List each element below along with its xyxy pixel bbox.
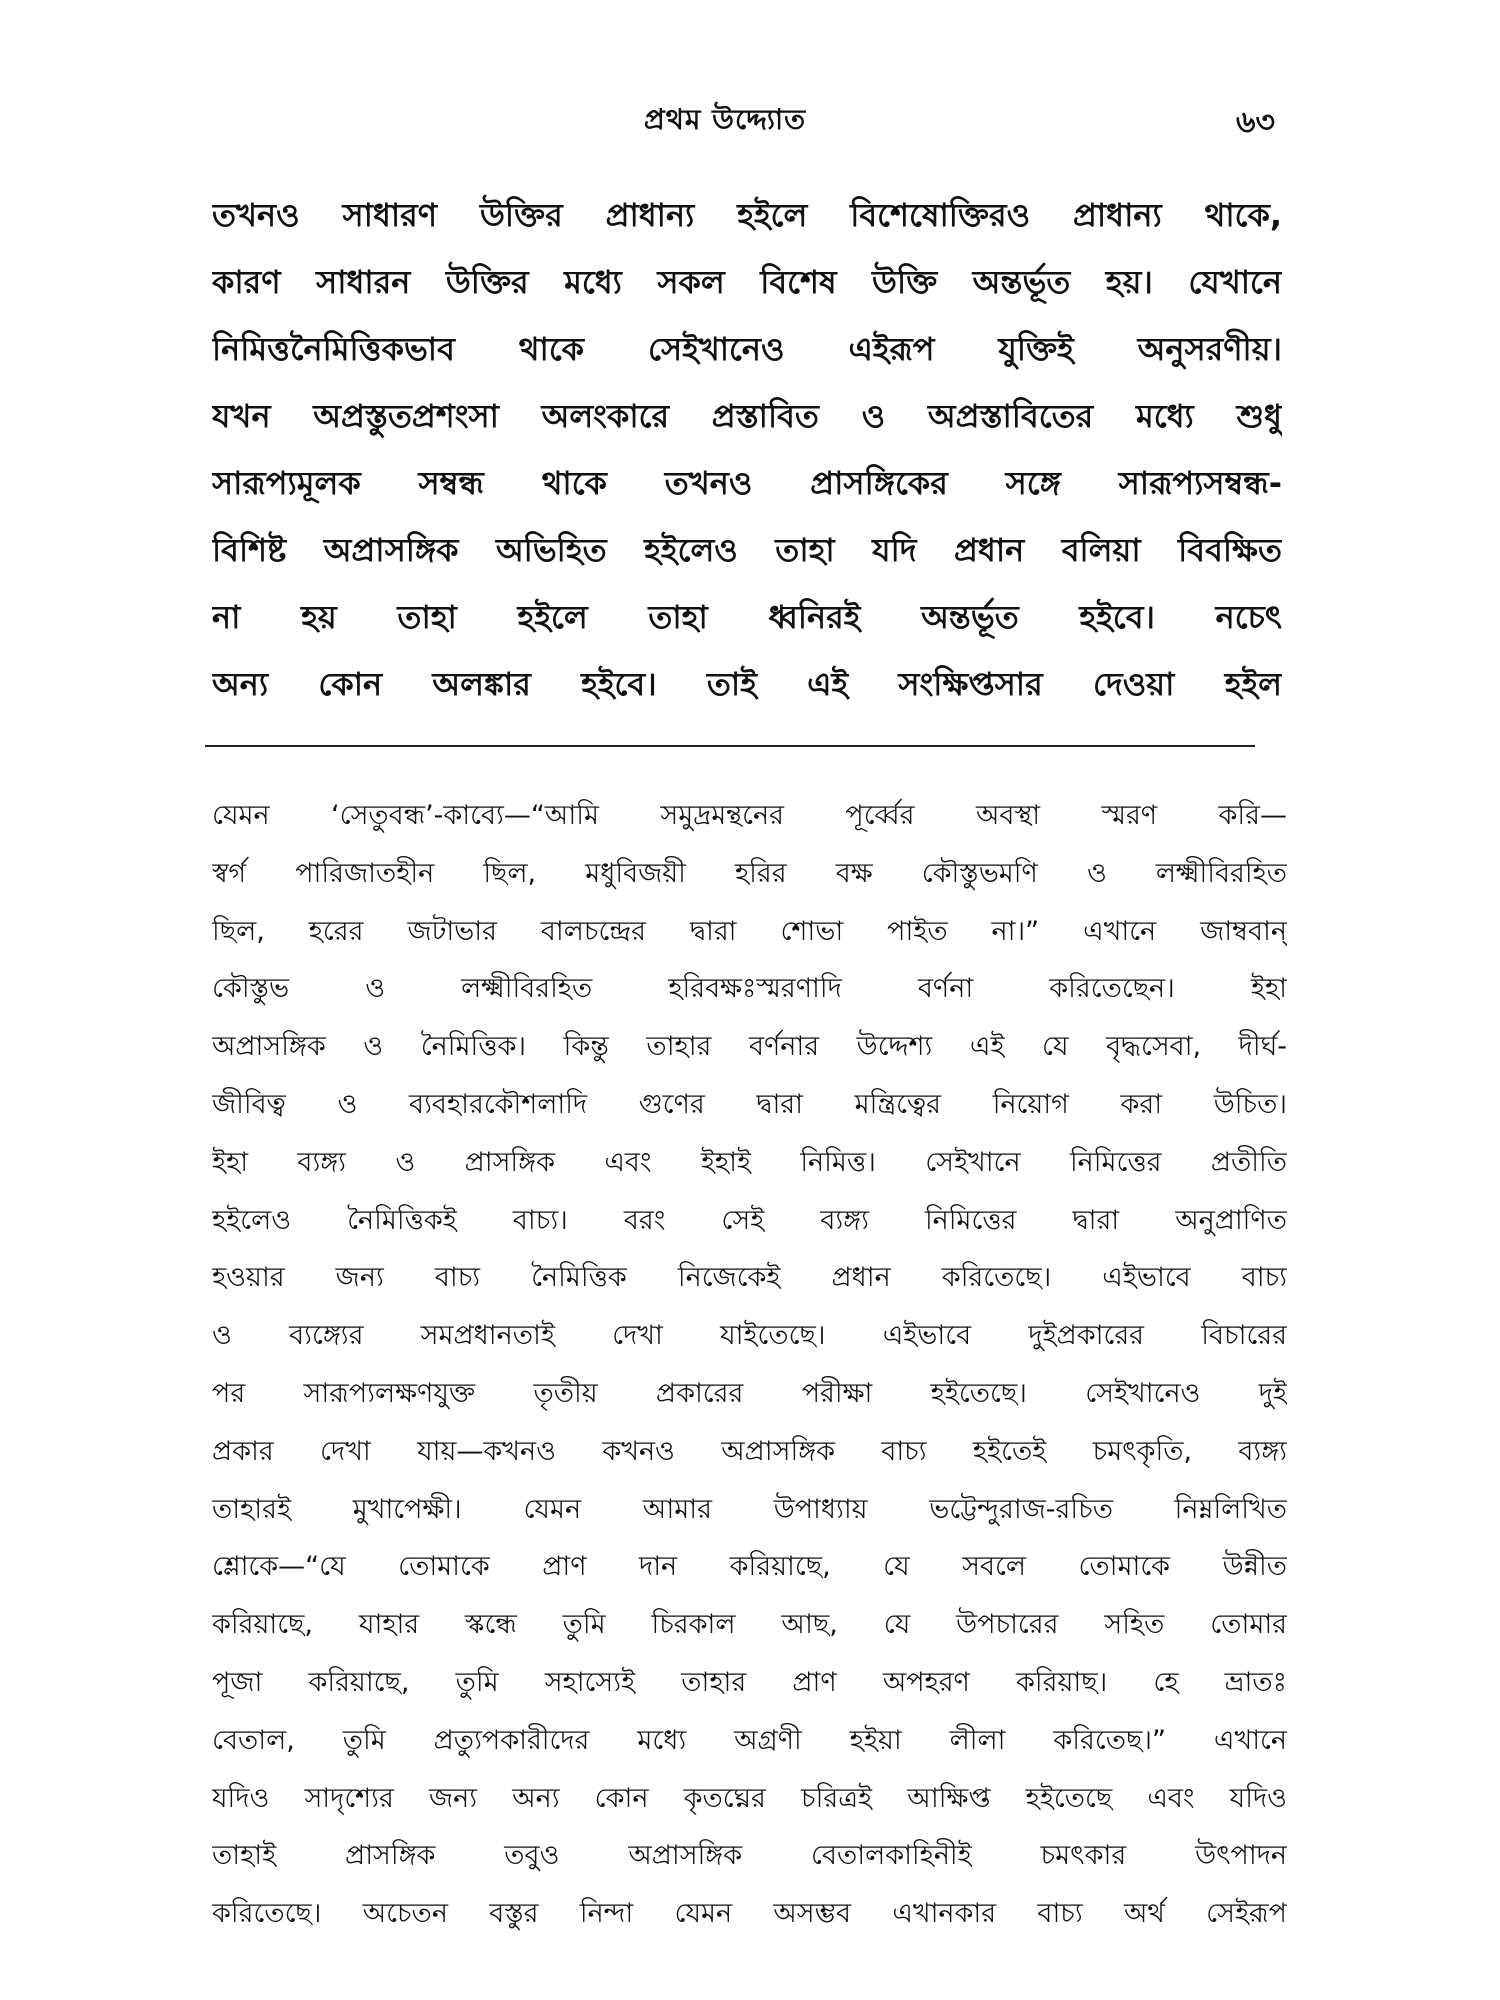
- main-text-line: তখনও সাধারণ উক্তির প্রাধান্য হইলে বিশেষোক্তিরও প্রাধান্য থাকে,: [212, 196, 1282, 234]
- footnote-text-line: অপ্রাসঙ্গিক ও নৈমিত্তিক। কিন্তু তাহার বর্ণনার উদ্দেশ্য এই যে বৃদ্ধসেবা, দীর্ঘ-: [212, 1031, 1287, 1063]
- footnote-text-line: যদিও সাদৃশ্যের জন্য অন্য কোন কৃতঘ্নের চরিত্রই আক্ষিপ্ত হইতেছে এবং যদিও: [212, 1782, 1287, 1814]
- footnote-text-line: তাহাই প্রাসঙ্গিক তবুও অপ্রাসঙ্গিক বেতালকাহিনীই চমৎকার উৎপাদন: [212, 1840, 1287, 1872]
- main-text-line: সারূপ্যমূলক সম্বন্ধ থাকে তখনও প্রাসঙ্গিকের সঙ্গে সারূপ্যসম্বন্ধ-: [212, 464, 1282, 502]
- footnote-text-block: [212, 787, 1287, 1943]
- footnote-text-line: করিয়াছে, যাহার স্কন্ধে তুমি চিরকাল আছ, যে উপচারের সহিত তোমার: [212, 1609, 1287, 1641]
- main-text-block: [212, 182, 1282, 718]
- footnote-text-line: ইহা ব্যঙ্গ্য ও প্রাসঙ্গিক এবং ইহাই নিমিত্ত। সেইখানে নিমিত্তের প্রতীতি: [212, 1146, 1287, 1178]
- footnote-text-line: বেতাল, তুমি প্রত্যুপকারীদের মধ্যে অগ্রণী হইয়া লীলা করিতেছ।” এখানে: [212, 1724, 1287, 1756]
- main-text-line: যখন অপ্রস্তুতপ্রশংসা অলংকারে প্রস্তাবিত ও অপ্রস্তাবিতের মধ্যে শুধু: [212, 397, 1282, 435]
- page-number: ৬৩: [1235, 105, 1275, 140]
- main-text-line: অন্য কোন অলঙ্কার হইবে। তাই এই সংক্ষিপ্তসার দেওয়া হইল: [212, 665, 1282, 703]
- main-text-line: বিশিষ্ট অপ্রাসঙ্গিক অভিহিত হইলেও তাহা যদি প্রধান বলিয়া বিবক্ষিত: [212, 531, 1282, 569]
- footnote-text-line: জীবিত্ব ও ব্যবহারকৌশলাদি গুণের দ্বারা মন্ত্রিত্বের নিয়োগ করা উচিত।: [212, 1088, 1287, 1120]
- main-text-line: কারণ সাধারন উক্তির মধ্যে সকল বিশেষ উক্তি অন্তর্ভূত হয়। যেখানে: [212, 263, 1282, 301]
- footnote-text-line: কৌস্তুভ ও লক্ষ্মীবিরহিত হরিবক্ষঃস্মরণাদি বর্ণনা করিতেছেন। ইহা: [212, 973, 1287, 1005]
- footnote-text-line: যেমন ‘সেতুবন্ধ’-কাব্যে—“আমি সমুদ্রমন্থনের পূর্ব্বের অবস্থা স্মরণ করি—: [212, 800, 1287, 831]
- main-text-line: নিমিত্তনৈমিত্তিকভাব থাকে সেইখানেও এইরূপ যুক্তিই অনুসরণীয়।: [212, 330, 1282, 368]
- footnote-text-line: ছিল, হরের জটাভার বালচন্দ্রের দ্বারা শোভা পাইত না।” এখানে জাম্ববান্: [212, 915, 1287, 947]
- section-divider: [205, 745, 1255, 747]
- running-title: প্রথম উদ্দ্যোত: [643, 103, 807, 136]
- footnote-text-line: প্রকার দেখা যায়—কখনও কখনও অপ্রাসঙ্গিক বাচ্য হইতেই চমৎকৃতি, ব্যঙ্গ্য: [212, 1435, 1287, 1467]
- footnote-text-line: স্বর্গ পারিজাতহীন ছিল, মধুবিজয়ী হরির বক্ষ কৌস্তুভমণি ও লক্ষ্মীবিরহিত: [212, 857, 1287, 889]
- footnote-text-line: তাহারই মুখাপেক্ষী। যেমন আমার উপাধ্যায় ভট্টেন্দুরাজ-রচিত নিম্নলিখিত: [212, 1493, 1287, 1525]
- main-text-line: না হয় তাহা হইলে তাহা ধ্বনিরই অন্তর্ভূত হইবে। নচেৎ: [212, 598, 1282, 636]
- footnote-text-line: শ্লোকে—“যে তোমাকে প্রাণ দান করিয়াছে, যে সবলে তোমাকে উন্নীত: [212, 1551, 1287, 1583]
- footnote-text-line: পর সারূপ্যলক্ষণযুক্ত তৃতীয় প্রকারের পরীক্ষা হইতেছে। সেইখানেও দুই: [212, 1377, 1287, 1409]
- footnote-text-line: ও ব্যঙ্গ্যের সমপ্রধানতাই দেখা যাইতেছে। এইভাবে দুইপ্রকারের বিচারের: [212, 1320, 1287, 1352]
- footnote-text-line: হওয়ার জন্য বাচ্য নৈমিত্তিক নিজেকেই প্রধান করিতেছে। এইভাবে বাচ্য: [212, 1262, 1287, 1294]
- footnote-text-line: পূজা করিয়াছে, তুমি সহাস্যেই তাহার প্রাণ অপহরণ করিয়াছ। হে ভ্রাতঃ: [212, 1666, 1287, 1698]
- footnote-text-line: হইলেও নৈমিত্তিকই বাচ্য। বরং সেই ব্যঙ্গ্য নিমিত্তের দ্বারা অনুপ্রাণিত: [212, 1204, 1287, 1236]
- footnote-text-line: করিতেছে। অচেতন বস্তুর নিন্দা যেমন অসম্ভব এখানকার বাচ্য অর্থ সেইরূপ: [212, 1898, 1287, 1930]
